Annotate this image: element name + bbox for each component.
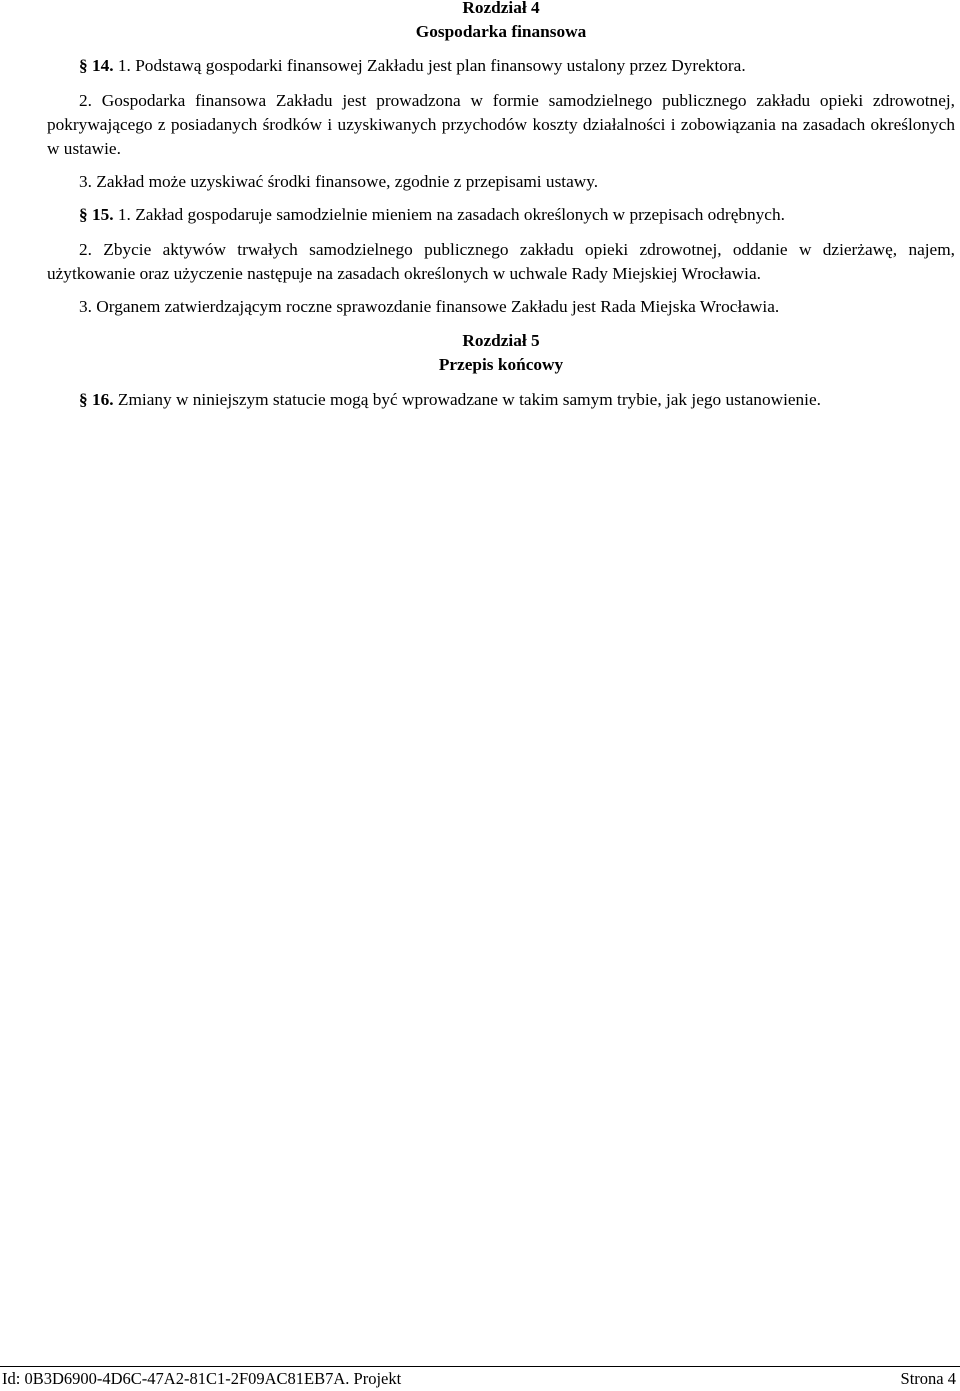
section-14-number: 14.: [91, 56, 114, 75]
section-16-text: Zmiany w niniejszym statucie mogą być wprowadzane w takim samym trybie, jak jego ustanowienie.: [117, 390, 821, 409]
section-15-point-2-text: 2. Zbycie aktywów trwałych samodzielnego publicznego zakładu opieki zdrowotnej, oddanie w dzierżawę, najem, użytkowanie oraz użyczenie następuje na zasadach określonych w uchwale Rady Miejskiej Wrocławia.: [47, 240, 955, 283]
section-14-point-2-text: 2. Gospodarka finansowa Zakładu jest prowadzona w formie samodzielnego publicznego zakładu opieki zdrowotnej, pokrywającego z posiadanych środków i uzyskiwanych przychodów koszty działalności i zobowiązania na zasadach określonych w ustawie.: [47, 91, 955, 158]
section-15-point-3: [47, 295, 955, 319]
section-15-point-3-text: 3. Organem zatwierdzającym roczne sprawozdanie finansowe Zakładu jest Rada Miejska Wrocławia.: [79, 297, 780, 316]
section-15-point-1: [79, 203, 955, 227]
chapter-5-label: Rozdział 5: [462, 331, 540, 350]
section-16: [79, 388, 955, 412]
section-15-point-2: [47, 238, 955, 286]
section-14-point-3-text: 3. Zakład może uzyskiwać środki finansowe, zgodnie z przepisami ustawy.: [79, 172, 599, 191]
chapter-4-label: Rozdział 4: [462, 0, 540, 17]
section-15-number: 15.: [91, 205, 114, 224]
section-mark: §: [79, 56, 88, 75]
section-16-number: 16.: [91, 390, 114, 409]
chapter-5-heading: [47, 329, 955, 377]
section-mark: §: [79, 390, 88, 409]
section-14-point-3: [47, 170, 955, 194]
chapter-4-title: Gospodarka finansowa: [415, 22, 587, 41]
section-14-point-1-text: 1. Podstawą gospodarki finansowej Zakładu jest plan finansowy ustalony przez Dyrektora.: [117, 56, 746, 75]
section-14-point-1: [79, 54, 955, 78]
chapter-5-title: Przepis końcowy: [438, 355, 564, 374]
document-id: Id: 0B3D6900-4D6C-47A2-81C1-2F09AC81EB7A. Projekt: [2, 1369, 402, 1388]
page-number: Strona 4: [900, 1369, 956, 1388]
section-14-point-2: [47, 89, 955, 161]
chapter-4-heading: [47, 0, 955, 44]
section-15-point-1-text: 1. Zakład gospodaruje samodzielnie mieniem na zasadach określonych w przepisach odrębnych.: [117, 205, 785, 224]
section-mark: §: [79, 205, 88, 224]
page-footer: [0, 1366, 960, 1391]
